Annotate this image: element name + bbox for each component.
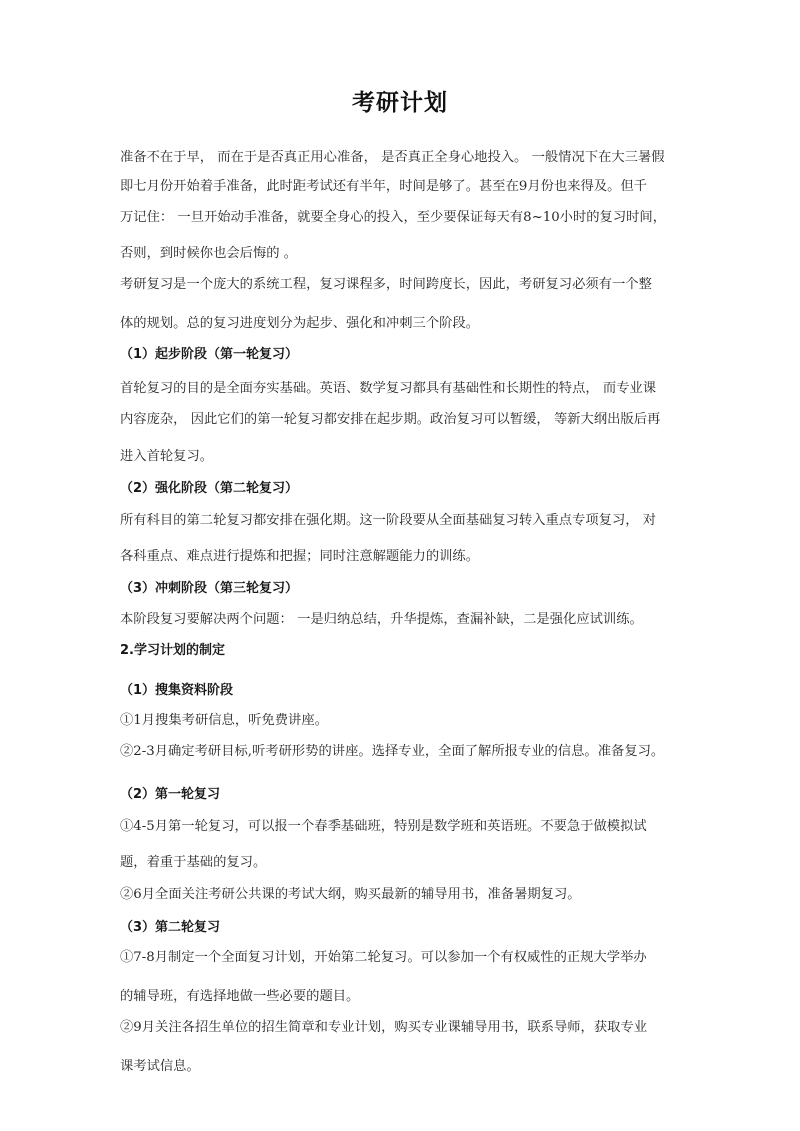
plan-sub2-item-3: ②6月全面关注考研公共课的考试大纲，购买最新的辅导用书，准备暑期复习。 [120,887,581,902]
plan-sub3-item-2: 的辅导班，有选择地做一些必要的题目。 [120,989,360,1004]
stage1-line-1: 首轮复习的目的是全面夯实基础。英语、数学复习都具有基础性和长期性的特点， 而专业课 [120,381,657,396]
plan-sub2-heading: （2）第一轮复习 [120,787,221,802]
plan-sub1-heading: （1）搜集资料阶段 [120,683,234,698]
plan-sub2-item-1: ①4-5月第一轮复习，可以报一个春季基础班，特别是数学班和英语班。不要急于做模拟试 [120,819,647,834]
plan-sub1-item-2: ②2-3月确定考研目标,听考研形势的讲座。选择专业，全面了解所报专业的信息。准备复习。 [120,744,665,759]
overview-line-2: 体的规划。总的复习进度划分为起步、强化和冲刺三个阶段。 [120,316,480,331]
stage3-heading: （3）冲刺阶段（第三轮复习） [120,581,299,596]
plan-sub3-item-4: 课考试信息。 [120,1059,200,1074]
stage3-line-1: 本阶段复习要解决两个问题： 一是归纳总结，升华提炼，查漏补缺，二是强化应试训练。 [120,612,643,627]
intro-line-4: 否则，到时候你也会后悔的 。 [120,246,298,261]
stage2-line-2: 各科重点、难点进行提炼和把握；同时注意解题能力的训练。 [120,549,480,564]
stage1-line-2: 内容庞杂， 因此它们的第一轮复习都安排在起步期。政治复习可以暂缓， 等新大纲出版后再 [120,412,661,427]
page-title: 考研计划 [352,90,448,116]
intro-line-1: 准备不在于早， 而在于是否真正用心准备， 是否真正全身心地投入。 一般情况下在大三暑假 [120,150,665,165]
stage1-line-3: 进入首轮复习。 [120,449,214,464]
stage2-line-1: 所有科目的第二轮复习都安排在强化期。这一阶段要从全面基础复习转入重点专项复习， 对 [120,513,657,528]
plan-sub3-heading: （3）第二轮复习 [120,920,221,935]
plan-sub3-item-3: ②9月关注各招生单位的招生简章和专业计划，购买专业课辅导用书，联系导师，获取专业 [120,1020,648,1035]
intro-line-2: 即七月份开始着手准备，此时距考试还有半年，时间是够了。甚至在9月份也来得及。但千 [120,179,648,194]
stage1-heading: （1）起步阶段（第一轮复习） [120,347,299,362]
intro-line-3: 万记住： 一旦开始动手准备，就要全身心的投入，至少要保证每天有8~10小时的复习时间， [120,210,667,225]
plan-heading: 2.学习计划的制定 [120,643,225,658]
plan-sub1-item-1: ①1月搜集考研信息，听免费讲座。 [120,713,328,728]
plan-sub2-item-2: 题，着重于基础的复习。 [120,855,267,870]
stage2-heading: （2）强化阶段（第二轮复习） [120,481,299,496]
overview-line-1: 考研复习是一个庞大的系统工程，复习课程多，时间跨度长，因此，考研复习必须有一个整 [120,277,652,292]
plan-sub3-item-1: ①7-8月制定一个全面复习计划，开始第二轮复习。可以参加一个有权威性的正规大学举办 [120,950,647,965]
